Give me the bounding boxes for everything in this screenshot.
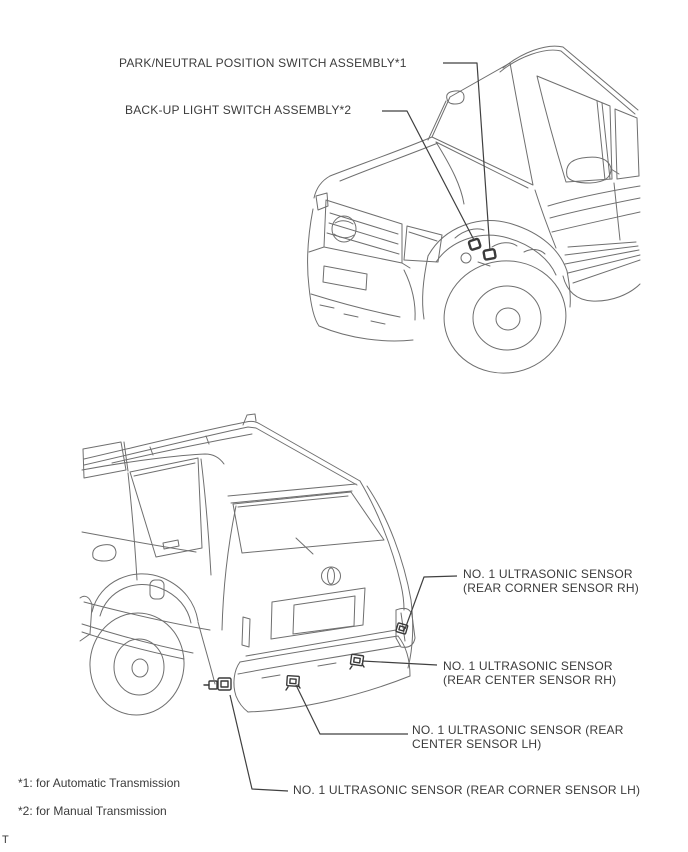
leader-backup-light-switch bbox=[382, 111, 474, 240]
footnote-manual-transmission: *2: for Manual Transmission bbox=[18, 804, 167, 818]
rear-wiper bbox=[296, 538, 313, 554]
page-marker: T bbox=[2, 834, 9, 846]
label-park-neutral-switch: PARK/NEUTRAL POSITION SWITCH ASSEMBLY*1 bbox=[119, 56, 407, 70]
label-line: CENTER SENSOR LH) bbox=[412, 737, 542, 751]
label-backup-light-switch: BACK-UP LIGHT SWITCH ASSEMBLY*2 bbox=[125, 103, 352, 117]
rear-window bbox=[233, 492, 384, 553]
label-line: (REAR CENTER SENSOR RH) bbox=[443, 673, 617, 687]
rear-wheel bbox=[85, 608, 189, 719]
label-rear-center-sensor-lh bbox=[412, 723, 624, 751]
rear-center-sensor-rh-part bbox=[350, 654, 364, 669]
tail-lamp-lh bbox=[242, 617, 250, 647]
label-rear-corner-sensor-lh: NO. 1 ULTRASONIC SENSOR (REAR CORNER SENSOR LH) bbox=[293, 783, 641, 797]
rear-vehicle-illustration bbox=[80, 414, 415, 720]
roof-antenna bbox=[243, 414, 256, 425]
label-line: NO. 1 ULTRASONIC SENSOR (REAR bbox=[412, 723, 624, 737]
label-line: NO. 1 ULTRASONIC SENSOR bbox=[463, 567, 633, 581]
rear-corner-sensor-lh-part bbox=[204, 678, 231, 690]
label-line: NO. 1 ULTRASONIC SENSOR bbox=[443, 659, 613, 673]
label-line: (REAR CORNER SENSOR RH) bbox=[463, 581, 639, 595]
fuel-lid bbox=[150, 580, 164, 599]
license-plate bbox=[323, 266, 367, 290]
rear-emblem bbox=[322, 567, 341, 585]
license-recess bbox=[271, 588, 365, 639]
backup-light-switch-part bbox=[468, 238, 480, 250]
leader-rear-center-sensor-lh bbox=[296, 685, 408, 734]
footnote-automatic-transmission: *1: for Automatic Transmission bbox=[18, 776, 181, 790]
side-mirror bbox=[93, 545, 116, 561]
label-rear-center-sensor-rh bbox=[443, 659, 616, 687]
label-rear-corner-sensor-rh bbox=[463, 567, 639, 595]
front-wheel bbox=[437, 253, 573, 381]
leader-rear-center-sensor-rh bbox=[362, 661, 437, 665]
front-vehicle-illustration bbox=[308, 46, 640, 381]
